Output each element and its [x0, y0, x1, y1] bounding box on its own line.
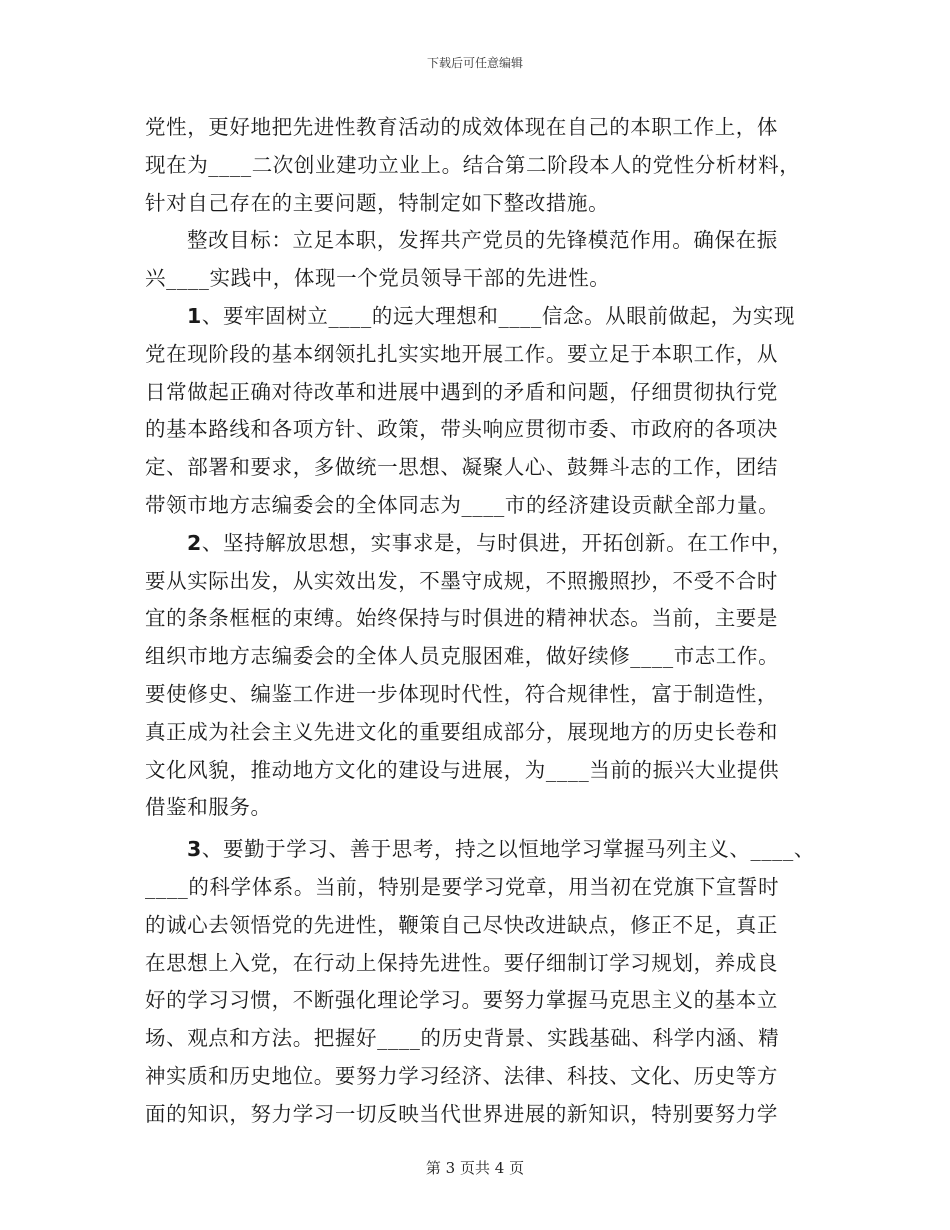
text-line: 场、观点和方法。把握好____的历史背景、实践基础、科学内涵、精 — [145, 1026, 780, 1051]
text-line: 真正成为社会主义先进文化的重要组成部分，展现地方的历史长卷和 — [145, 719, 778, 744]
text-line: 现在为____二次创业建功立业上。结合第二阶段本人的党性分析材料， — [145, 152, 801, 177]
text-line — [145, 298, 811, 336]
text-line: 日常做起正确对待改革和进展中遇到的矛盾和问题，仔细贯彻执行党 — [145, 379, 778, 404]
text-line: 针对自己存在的主要问题，特制定如下整改措施。 — [145, 190, 610, 215]
paragraph-item-3 — [145, 831, 815, 1133]
document-body — [145, 109, 815, 1134]
text-line: 借鉴和服务。 — [145, 795, 272, 820]
text-line: ____的科学体系。当前，特别是要学习党章，用当初在党旗下宣誓时 — [145, 874, 780, 899]
text-line: 好的学习习惯，不断强化理论学习。要努力掌握马克思主义的基本立 — [145, 988, 778, 1013]
text-line: 党性，更好地把先进性教育活动的成效体现在自己的本职工作上，体 — [145, 115, 778, 139]
text-line: 党在现阶段的基本纲领扎扎实实地开展工作。要立足于本职工作，从 — [145, 341, 778, 366]
paragraph-intro-continued — [145, 109, 811, 222]
text-line — [145, 831, 815, 869]
text-line: 面的知识，努力学习一切反映当代世界进展的新知识，特别要努力学 — [145, 1101, 778, 1126]
paragraph-item-2 — [145, 525, 811, 827]
text-line: 整改目标：立足本职，发挥共产党员的先锋模范作用。确保在振 — [187, 228, 778, 253]
text-segment: 、坚持解放思想，实事求是，与时俱进，开拓创新。在工作中， — [201, 530, 793, 555]
text-line: 的诚心去领悟党的先进性，鞭策自己尽快改进缺点，修正不足，真正 — [145, 912, 778, 937]
text-line: 要从实际出发，从实效出发，不墨守成规，不照搬照抄，不受不合时 — [145, 568, 778, 593]
page-header: 下载后可任意编辑 — [426, 56, 523, 70]
item-number: 1 — [187, 303, 202, 328]
page-number: 第 3 页共 4 页 — [425, 1159, 525, 1177]
text-line: 要使修史、编鉴工作进一步体现时代性，符合规律性，富于制造性， — [145, 681, 778, 706]
paragraph-goal — [145, 222, 811, 298]
text-line: 神实质和历史地位。要努力学习经济、法律、科技、文化、历史等方 — [145, 1063, 778, 1088]
text-line: 定、部署和要求，多做统一思想、凝聚人心、鼓舞斗志的工作，团结 — [145, 455, 778, 480]
text-line: 兴____实践中，体现一个党员领导干部的先进性。 — [145, 266, 611, 291]
text-line: 文化风貌，推动地方文化的建设与进展，为____当前的振兴大业提供 — [145, 757, 780, 782]
text-line: 的基本路线和各项方针、政策，带头响应贯彻市委、市政府的各项决 — [145, 417, 778, 442]
item-number: 2 — [187, 530, 202, 555]
text-line — [145, 525, 811, 563]
text-line: 在思想上入党，在行动上保持先进性。要仔细制订学习规划，养成良 — [145, 950, 778, 975]
text-line: 带领市地方志编委会的全体同志为____市的经济建设贡献全部力量。 — [145, 492, 780, 517]
text-segment: 、要勤于学习、善于思考，持之以恒地学习掌握马列主义、____、 — [201, 837, 815, 862]
item-number: 3 — [187, 837, 202, 862]
text-line: 宜的条条框框的束缚。始终保持与时俱进的精神状态。当前，主要是 — [145, 606, 778, 631]
text-line: 组织市地方志编委会的全体人员克服困难，做好续修____市志工作。 — [145, 644, 780, 669]
paragraph-item-1 — [145, 298, 811, 525]
text-segment: 、要牢固树立____的远大理想和____信念。从眼前做起，为实现 — [201, 303, 796, 328]
